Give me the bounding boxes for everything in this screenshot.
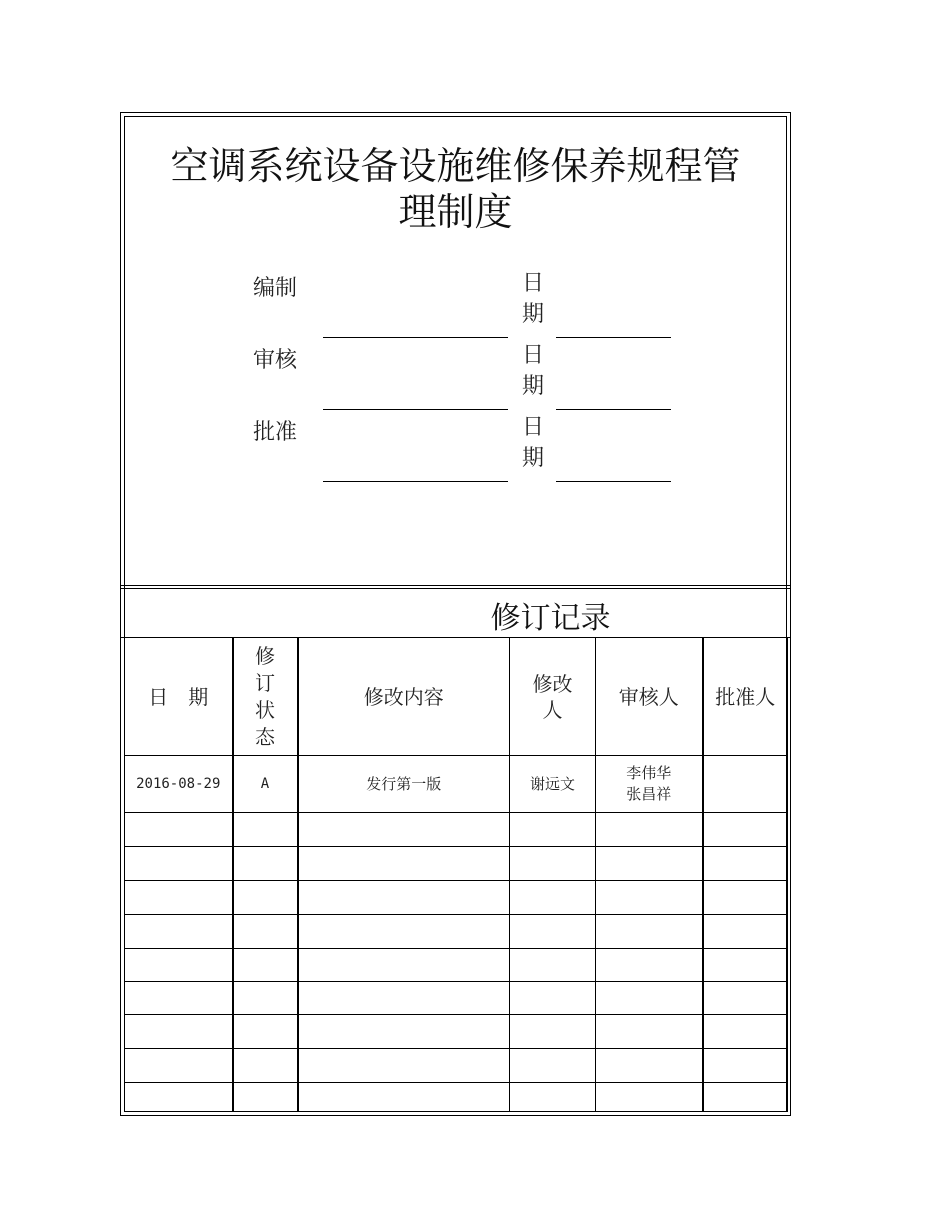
table-row [125, 756, 788, 813]
cell-reviewer-1: 李伟华 [626, 764, 672, 782]
table-row [125, 1015, 788, 1049]
signoff-label-author: 编制 [253, 276, 298, 301]
cell-reviewer [596, 756, 703, 813]
table-row [125, 982, 788, 1015]
signoff-label-reviewer: 审核 [253, 348, 298, 373]
table-row [125, 881, 788, 915]
revision-record-title: 修订记录 [490, 601, 611, 636]
section-divider-inner [121, 588, 790, 589]
cell-status: A [233, 756, 298, 813]
signoff-approver-date-line [556, 481, 671, 482]
revision-table [124, 637, 788, 1112]
cell-modifier: 谢远文 [510, 756, 596, 813]
document-title-line1: 空调系统设备设施维修保养规程管 [170, 144, 741, 188]
signoff-reviewer-line [323, 409, 508, 410]
header-status [233, 638, 298, 756]
signoff-label-approver: 批准 [253, 420, 298, 445]
table-row [125, 813, 788, 847]
cell-reviewer-2: 张昌祥 [626, 785, 672, 803]
header-status-text: 修订状态 [255, 643, 275, 749]
signoff-reviewer-date-line [556, 409, 671, 410]
cell-date: 2016-08-29 [125, 756, 233, 813]
header-approver: 批准人 [703, 638, 788, 756]
signoff-approver-line [323, 481, 508, 482]
header-reviewer: 审核人 [596, 638, 703, 756]
document-frame [120, 112, 791, 1116]
table-row [125, 949, 788, 982]
table-row [125, 915, 788, 949]
section-divider [121, 585, 790, 586]
header-modifier-text: 修改人 [532, 671, 573, 722]
signoff-author-date-line [556, 337, 671, 338]
table-row [125, 1083, 788, 1112]
signoff-date-label-author: 日期 [521, 271, 544, 327]
signoff-date-label-reviewer: 日期 [521, 343, 544, 399]
signoff-author-line [323, 337, 508, 338]
table-row [125, 1049, 788, 1083]
table-row [125, 847, 788, 881]
signoff-date-label-approver: 日期 [521, 415, 544, 471]
header-content: 修改内容 [298, 638, 510, 756]
revision-header-row [125, 638, 788, 756]
header-date: 日 期 [125, 638, 233, 756]
header-modifier [510, 638, 596, 756]
document-title-line2: 理制度 [398, 190, 513, 234]
cell-approver [703, 756, 788, 813]
cell-content: 发行第一版 [298, 756, 510, 813]
